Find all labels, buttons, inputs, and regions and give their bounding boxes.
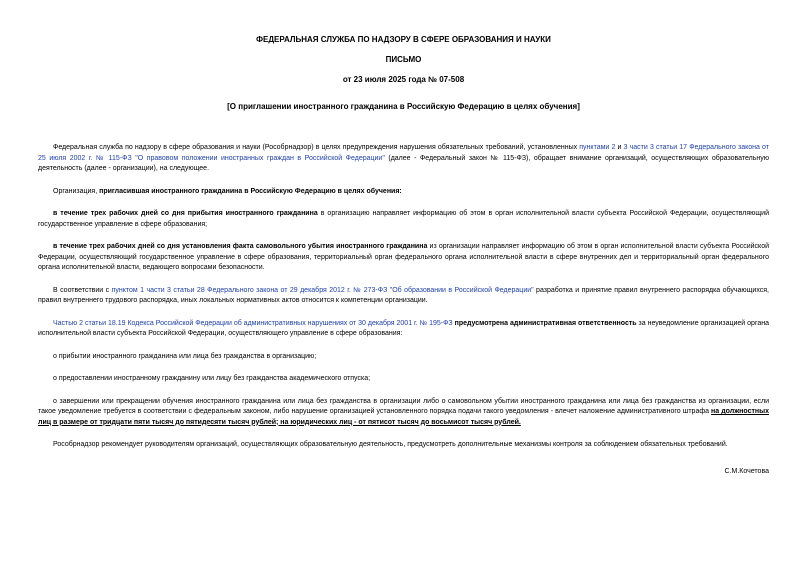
link-law-115-p2[interactable]: пунктами 2 xyxy=(579,144,616,151)
paragraph-5 xyxy=(38,286,769,307)
paragraph-1 xyxy=(38,143,769,175)
doc-date-number: от 23 июля 2025 года № 07-508 xyxy=(342,75,465,84)
paragraph-8: о предоставлении иностранному гражданину или лицу без гражданства академического отпуска; xyxy=(53,375,371,382)
p2-text-a: Организация, xyxy=(53,187,100,195)
p9-text-a: о завершении или прекращении обучения иностранного гражданина или лица без гражданства в организации либо о самовольном убытии иностранного гражданина или лица без гражданства из организации, если такое уведомление требуется в соответствии с федеральным законом, либо нарушение организацией установленного порядка подачи такого уведомления - влечет наложение административного штрафа xyxy=(38,397,769,415)
paragraph-4 xyxy=(38,242,769,274)
doc-type: ПИСЬМО xyxy=(385,55,422,64)
p6-text-b: за неуведомление организацией органа исполнительной власти субъекта Российской Федерации, осуществляющего управление в сфере образования: xyxy=(38,319,769,337)
p1-text-a: Федеральная служба по надзору в сфере образования и науки (Рособрнадзор) в целях предупреждения нарушения обязательных требований, установленных xyxy=(53,144,580,151)
link-law-273[interactable]: пунктом 1 части 3 статьи 28 Федерального закона от 29 декабря 2012 г. № 273-ФЗ "Об образовании в Российской Федерации" xyxy=(111,286,534,294)
paragraph-10: Рособрнадзор рекомендует руководителям организаций, осуществляющих образовательную деятельность, предусмотреть дополнительные механизмы контроля за соблюдением обязательных требований. xyxy=(53,441,728,448)
p4-text-a: из организации направляет информацию об этом в орган исполнительной власти субъекта Российской Федерации, осуществляющий государственное управление в сфере образования, территориальный орган федерального органа исполнительной власти в сфере внутренних дел и территориальный орган федерального органа исполнительной власти, ведающего вопросами безопасности. xyxy=(38,243,769,271)
doc-subject: [О приглашении иностранного гражданина в Российскую Федерацию в целях обучения] xyxy=(227,102,580,111)
paragraph-2 xyxy=(38,187,769,198)
p9-fine-text: на должностных лиц в размере от тридцати пяти тысяч до пятидесяти тысяч рублей; на юридических лиц - от пятисот тысяч до восьмисот тысяч рублей. xyxy=(38,408,769,426)
paragraph-3 xyxy=(38,209,769,230)
link-koap-18-19[interactable]: Частью 2 статьи 18.19 Кодекса Российской Федерации об административных нарушениях от 30 декабря 2001 г. № 195-ФЗ xyxy=(53,319,453,327)
signature: С.М.Кочетова xyxy=(724,468,769,475)
p6-bold: предусмотрена административная ответственность xyxy=(454,319,637,327)
paragraph-6 xyxy=(38,319,769,340)
p3-bold: в течение трех рабочих дней со дня прибытия иностранного гражданина xyxy=(53,210,318,217)
paragraph-9 xyxy=(38,397,769,429)
p4-bold: в течение трех рабочих дней со дня установления факта самовольного убытия иностранного гражданина xyxy=(53,243,428,250)
paragraph-7: о прибытии иностранного гражданина или лица без гражданства в организацию; xyxy=(53,352,317,360)
p1-text-c: (далее - Федеральный закон № 115-ФЗ), обращает внимание организаций, осуществляющих образовательную деятельность (далее - организации), на следующее. xyxy=(38,154,770,172)
agency-title: ФЕДЕРАЛЬНАЯ СЛУЖБА ПО НАДЗОРУ В СФЕРЕ ОБРАЗОВАНИЯ И НАУКИ xyxy=(256,35,551,44)
p5-text-a: В соответствии с xyxy=(53,286,112,294)
p2-bold: пригласившая иностранного гражданина в Российскую Федерацию в целях обучения: xyxy=(99,187,402,195)
link-law-115-p3[interactable]: 3 части 3 статьи 17 Федерального закона от 25 июля 2002 г. № 115-ФЗ "О правовом положении иностранных граждан в Российской Федерации" xyxy=(38,144,769,162)
p5-text-b: разработка и принятие правил внутреннего распорядка обучающихся, правил внутреннего трудового распорядка, иных локальных нормативных актов относится к компетенции организации. xyxy=(38,286,769,304)
p1-text-b: и xyxy=(615,144,624,151)
p3-text-a: в организацию направляет информацию об этом в орган исполнительной власти субъекта Российской Федерации, осуществляющий государственное управление в сфере образования; xyxy=(38,210,769,228)
document-body xyxy=(38,143,769,463)
